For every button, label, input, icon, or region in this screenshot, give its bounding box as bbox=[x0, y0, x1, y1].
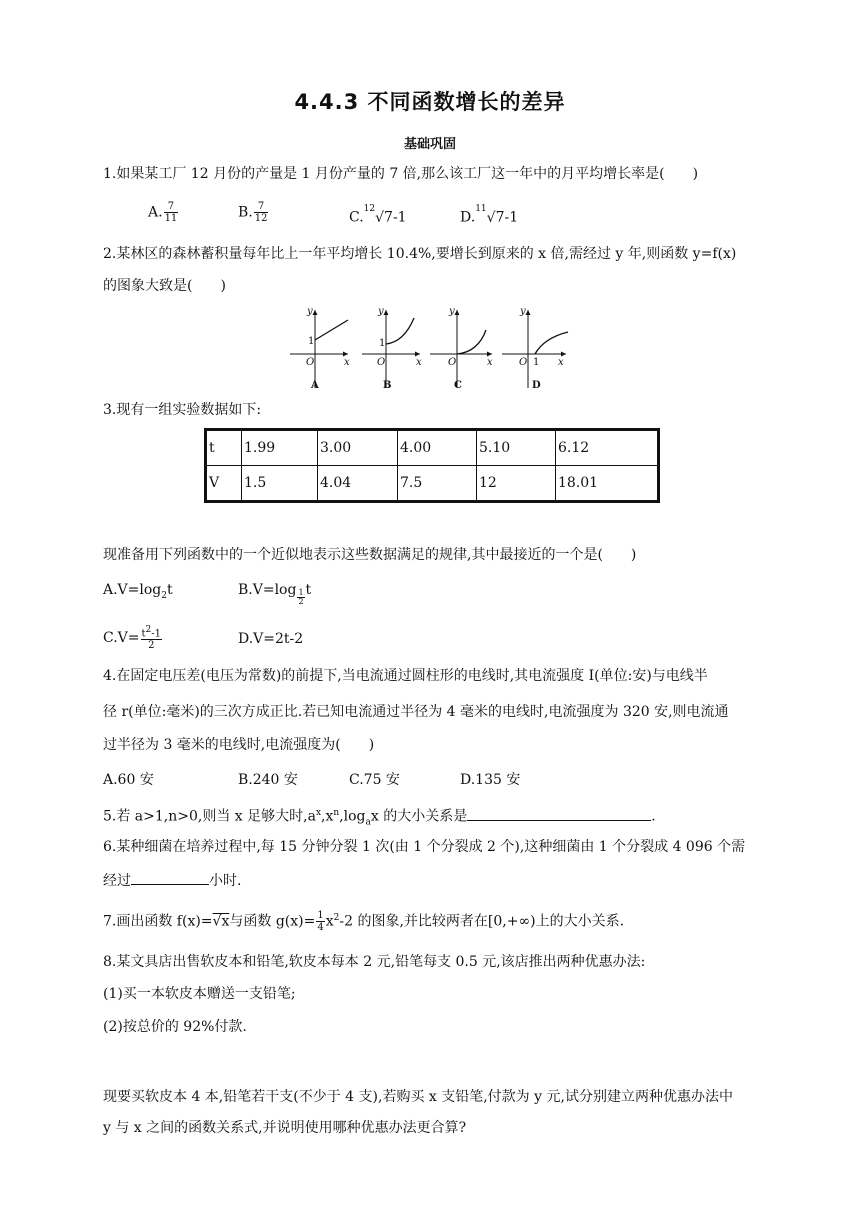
q6-post: 小时. bbox=[209, 873, 242, 889]
q2-graph-c-label: C bbox=[454, 380, 462, 391]
q5-mid1: ,x bbox=[321, 808, 334, 825]
q1-c-root-index: 12 bbox=[363, 204, 376, 214]
q5-stem bbox=[103, 804, 656, 831]
page-title: 4.4.3 不同函数增长的差异 bbox=[294, 90, 566, 114]
q8-stem-line4: 现要买软皮本 4 本,铅笔若干支(不少于 4 支),若购买 x 支铅笔,付款为 y 元,试分别建立两种优惠办法中 bbox=[103, 1089, 733, 1105]
q2-graph-a-tick-label: 1 bbox=[308, 336, 315, 347]
q3-option-b bbox=[238, 581, 311, 606]
q3-c-num-exponent: 2 bbox=[145, 625, 152, 635]
q3-c-fraction bbox=[141, 625, 163, 651]
table-cell: 18.01 bbox=[556, 466, 659, 502]
q3-b-tail: t bbox=[305, 582, 312, 598]
q3-c-num-base: t bbox=[141, 628, 146, 640]
q2-graph-b-tick-label: 1 bbox=[379, 338, 386, 349]
q2-graph-c-origin-label: O bbox=[448, 357, 457, 368]
q6-pre: 经过 bbox=[103, 873, 131, 889]
q3-b-base-denominator: 2 bbox=[298, 597, 304, 606]
q2-graph-d-label: D bbox=[532, 380, 541, 391]
q3-data-table bbox=[204, 428, 660, 503]
q5-end: . bbox=[651, 808, 656, 825]
table-cell: 1.99 bbox=[242, 430, 318, 466]
section-heading: 基础巩固 bbox=[403, 137, 456, 152]
q4-option-c: C.75 安 bbox=[349, 772, 400, 788]
q2-graph-d-tick-label: 1 bbox=[533, 357, 540, 368]
q1-option-d bbox=[460, 205, 518, 227]
q1-a-denominator: 11 bbox=[164, 213, 178, 224]
q5-log-base: a bbox=[365, 817, 371, 828]
q3-b-base-numerator: 1 bbox=[298, 588, 304, 597]
q7-mid: 与函数 g(x)= bbox=[229, 913, 316, 930]
q2-graph-d-x-axis-label: x bbox=[558, 357, 564, 368]
q8-stem-line1: 8.某文具店出售软皮本和铅笔,软皮本每本 2 元,铅笔每支 0.5 元,该店推出两种优惠办法: bbox=[103, 954, 646, 970]
table-cell: 6.12 bbox=[556, 430, 659, 466]
q3-c-denominator: 2 bbox=[148, 640, 155, 652]
q7-fraction bbox=[316, 910, 324, 933]
q7-numerator: 1 bbox=[317, 910, 324, 922]
q2-graph-a-x-axis-label: x bbox=[344, 357, 350, 368]
q1-a-prefix: A. bbox=[148, 204, 163, 221]
q3-b-base-fraction bbox=[297, 589, 304, 606]
q7-pre: 7.画出函数 f(x)= bbox=[103, 913, 213, 930]
table-cell: t bbox=[206, 430, 242, 466]
q3-c-numerator bbox=[141, 625, 163, 640]
q2-graph-c-y-axis-label: y bbox=[449, 306, 455, 317]
q7-stem bbox=[103, 909, 624, 933]
q1-d-tail: 7-1 bbox=[495, 209, 519, 226]
q1-stem: 1.如果某工厂 12 月份的产量是 1 月份产量的 7 倍,那么该工厂这一年中的月平均增长率是( ) bbox=[103, 166, 699, 182]
q2-graph-c bbox=[430, 306, 493, 391]
q2-graph-a bbox=[290, 306, 350, 391]
q3-ask: 现准备用下列函数中的一个近似地表示这些数据满足的规律,其中最接近的一个是( ) bbox=[103, 547, 637, 563]
q3-a-text: A.V=log bbox=[103, 582, 162, 598]
q3-a-base: 2 bbox=[161, 590, 168, 601]
q1-option-c bbox=[349, 205, 407, 227]
q3-c-text: C.V= bbox=[103, 630, 140, 647]
q6-answer-blank[interactable] bbox=[131, 872, 209, 885]
q5-exponent-n: n bbox=[333, 808, 340, 818]
q1-b-fraction bbox=[254, 201, 269, 224]
q1-option-a bbox=[148, 201, 179, 224]
q1-c-radical: √ bbox=[375, 209, 385, 226]
q5-pre: 5.若 a>1,n>0,则当 x 足够大时,a bbox=[103, 808, 316, 825]
q1-c-prefix: C. bbox=[349, 209, 364, 226]
q1-c-tail: 7-1 bbox=[384, 209, 407, 226]
table-row bbox=[206, 430, 659, 466]
q5-answer-blank[interactable] bbox=[467, 808, 651, 821]
table-cell: V bbox=[206, 466, 242, 502]
q3-option-a bbox=[103, 581, 173, 605]
q1-b-prefix: B. bbox=[238, 204, 253, 221]
q3-a-tail: t bbox=[167, 582, 173, 598]
table-cell: 5.10 bbox=[477, 430, 556, 466]
q6-stem-line2 bbox=[103, 872, 241, 890]
table-cell: 12 bbox=[477, 466, 556, 502]
q3-option-d: D.V=2t-2 bbox=[238, 631, 304, 647]
q5-mid2: ,log bbox=[339, 808, 366, 825]
q2-graph-d-y-axis-label: y bbox=[520, 306, 526, 317]
q7-denominator: 4 bbox=[317, 922, 324, 934]
q2-graph-d bbox=[502, 306, 568, 391]
q7-tail-post: -2 的图象,并比较两者在[0,+∞)上的大小关系. bbox=[339, 913, 625, 930]
q2-graph-b-label: B bbox=[383, 380, 392, 391]
q5-post: x 的大小关系是 bbox=[370, 808, 468, 825]
q4-stem-line1: 4.在固定电压差(电压为常数)的前提下,当电流通过圆柱形的电线时,其电流强度 I(单位:安)与电线半 bbox=[103, 668, 708, 684]
q2-graph-b-y-axis-label: y bbox=[378, 306, 384, 317]
table-cell: 4.04 bbox=[318, 466, 398, 502]
q2-graph-b-x-axis-label: x bbox=[416, 357, 422, 368]
q7-sqrt: √x bbox=[212, 913, 230, 930]
table-cell: 3.00 bbox=[318, 430, 398, 466]
q1-d-prefix: D. bbox=[460, 209, 476, 226]
q2-graph-b-origin-label: O bbox=[377, 357, 386, 368]
q4-option-a: A.60 安 bbox=[103, 772, 154, 788]
q1-b-numerator: 7 bbox=[254, 201, 269, 213]
q8-stem-line3: (2)按总价的 92%付款. bbox=[103, 1019, 247, 1035]
q1-option-b bbox=[238, 201, 269, 224]
q2-graph-c-x-axis-label: x bbox=[487, 357, 493, 368]
q6-stem-line1: 6.某种细菌在培养过程中,每 15 分钟分裂 1 次(由 1 个分裂成 2 个),这种细菌由 1 个分裂成 4 096 个需 bbox=[103, 839, 746, 855]
q7-tail-base: x bbox=[325, 913, 334, 930]
table-row bbox=[206, 466, 659, 502]
q2-graph-a-label: A bbox=[311, 380, 319, 391]
q2-graph-options bbox=[282, 302, 582, 394]
q2-graph-a-y-axis-label: y bbox=[307, 306, 313, 317]
q4-stem-line3: 过半径为 3 毫米的电线时,电流强度为( ) bbox=[103, 737, 375, 753]
q1-a-numerator: 7 bbox=[164, 201, 179, 213]
q2-stem-line2: 的图象大致是( ) bbox=[103, 278, 226, 294]
q2-graph-b bbox=[362, 306, 422, 391]
q1-a-fraction bbox=[164, 201, 179, 224]
q1-b-denominator: 12 bbox=[254, 213, 268, 224]
q3-c-num-tail: -1 bbox=[151, 628, 162, 640]
q1-d-radical: √ bbox=[486, 209, 496, 226]
table-cell: 4.00 bbox=[398, 430, 477, 466]
q3-option-c bbox=[103, 625, 163, 651]
q4-stem-line2: 径 r(单位:毫米)的三次方成正比.若已知电流通过半径为 4 毫米的电线时,电流强度为 320 安,则电流通 bbox=[103, 704, 729, 720]
q4-option-b: B.240 安 bbox=[238, 772, 298, 788]
q8-stem-line5: y 与 x 之间的函数关系式,并说明使用哪种优惠办法更合算? bbox=[103, 1120, 467, 1136]
q8-stem-line2: (1)买一本软皮本赠送一支铅笔; bbox=[103, 986, 296, 1002]
table-cell: 7.5 bbox=[398, 466, 477, 502]
q1-d-root-index: 11 bbox=[475, 204, 487, 214]
q5-exponent-x: x bbox=[315, 808, 322, 818]
q4-option-d: D.135 安 bbox=[460, 772, 521, 788]
q3-b-text: B.V=log bbox=[238, 582, 297, 598]
q2-stem-line1: 2.某林区的森林蓄积量每年比上一年平均增长 10.4%,要增长到原来的 x 倍,需经过 y 年,则函数 y=f(x) bbox=[103, 246, 737, 262]
q2-graph-d-origin-label: O bbox=[519, 357, 528, 368]
table-cell: 1.5 bbox=[242, 466, 318, 502]
q3-stem: 3.现有一组实验数据如下: bbox=[103, 402, 262, 418]
q7-tail-exponent: 2 bbox=[333, 913, 340, 923]
q2-graph-a-origin-label: O bbox=[306, 357, 315, 368]
